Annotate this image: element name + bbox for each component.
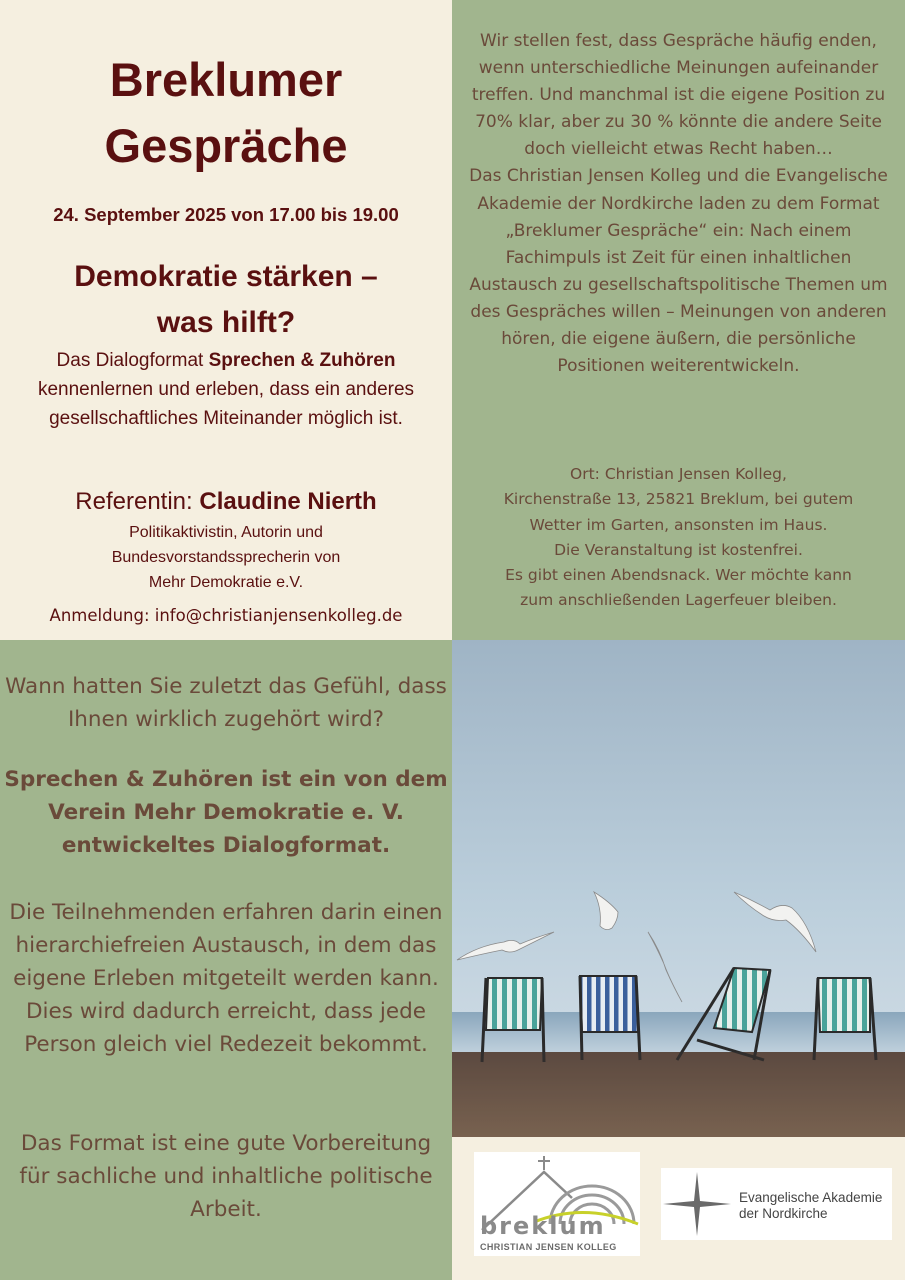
format-description-panel: [0, 640, 452, 1280]
subtitle-line-2: was hilft?: [156, 306, 296, 339]
image-and-logos-panel: [452, 640, 905, 1280]
intro-description: Das Dialogformat Sprechen & Zuhören kennenlernen und erleben, dass ein anderes gesellschaftliches Miteinander möglich ist.: [37, 350, 415, 429]
format-statement: Sprechen & Zuhören ist ein von dem Verein Mehr Demokratie e. V. entwickeltes Dialogformat.: [4, 767, 448, 858]
event-info-panel: [452, 0, 905, 640]
location-info: Ort: Christian Jensen Kolleg, Kirchenstraße 13, 25821 Breklum, bei gutem Wetter im Garten, ansonsten im Haus. Die Veranstaltung ist kostenfrei. Es gibt einen Abendsnack. Wer möchte kann zum anschließenden Lagerfeuer bleiben.: [503, 465, 854, 610]
closing-text: Das Format ist eine gute Vorbereitung für sachliche und inhaltliche politische Arbeit.: [19, 1131, 433, 1222]
akademie-cross-icon: [661, 1168, 733, 1240]
event-header-panel: [0, 0, 452, 640]
breklum-logo: [474, 1152, 640, 1256]
akademie-logo: [661, 1168, 892, 1240]
akademie-text: Evangelische Akademie der Nordkirche: [739, 1190, 883, 1221]
event-date: 24. September 2025 von 17.00 bis 19.00: [53, 204, 399, 225]
title-line-2: Gespräche: [104, 119, 348, 172]
participants-text: Die Teilnehmenden erfahren darin einen hierarchiefreien Austausch, in dem das eigene Erleben mitgeteilt werden kann. Dies wird dadurch erreicht, dass jede Person gleich viel Redezeit bekommt.: [9, 900, 443, 1057]
title-line-1: Breklumer: [109, 53, 343, 106]
question-text: Wann hatten Sie zuletzt das Gefühl, dass Ihnen wirklich zugehört wird?: [5, 674, 447, 732]
breklum-wordmark: breklum: [480, 1212, 606, 1240]
event-description: Wir stellen fest, dass Gespräche häufig enden, wenn unterschiedliche Meinungen aufeinander treffen. Und manchmal ist die eigene Position zu 70% klar, aber zu 30 % könnte die andere Seite doch vielleicht etwas Recht haben… Das Christian Jensen Kolleg und die Evangelische Akademie der Nordkirche laden zu dem Format „Breklumer Gespräche“ ein: Nach einem Fachimpuls ist Zeit für einen inhaltlichen Austausch zu gesellschaftspolitische Themen um des Gespräches willen – Meinungen von anderen hören, die eigene äußern, die persönliche Positionen weiterentwickeln.: [469, 31, 888, 377]
beach-chairs-photo: [452, 640, 905, 1137]
registration-email: Anmeldung: info@christianjensenkolleg.de: [49, 606, 403, 625]
speaker-description: Politikaktivistin, Autorin und Bundesvorstandssprecherin von Mehr Demokratie e.V.: [111, 524, 341, 591]
breklum-subtitle: CHRISTIAN JENSEN KOLLEG: [480, 1242, 617, 1252]
speaker-heading: Referentin: Claudine Nierth: [75, 488, 377, 515]
speaker-name: Claudine Nierth: [199, 488, 377, 515]
subtitle-line-1: Demokratie stärken –: [74, 260, 378, 293]
format-name: Sprechen & Zuhören: [208, 350, 396, 371]
